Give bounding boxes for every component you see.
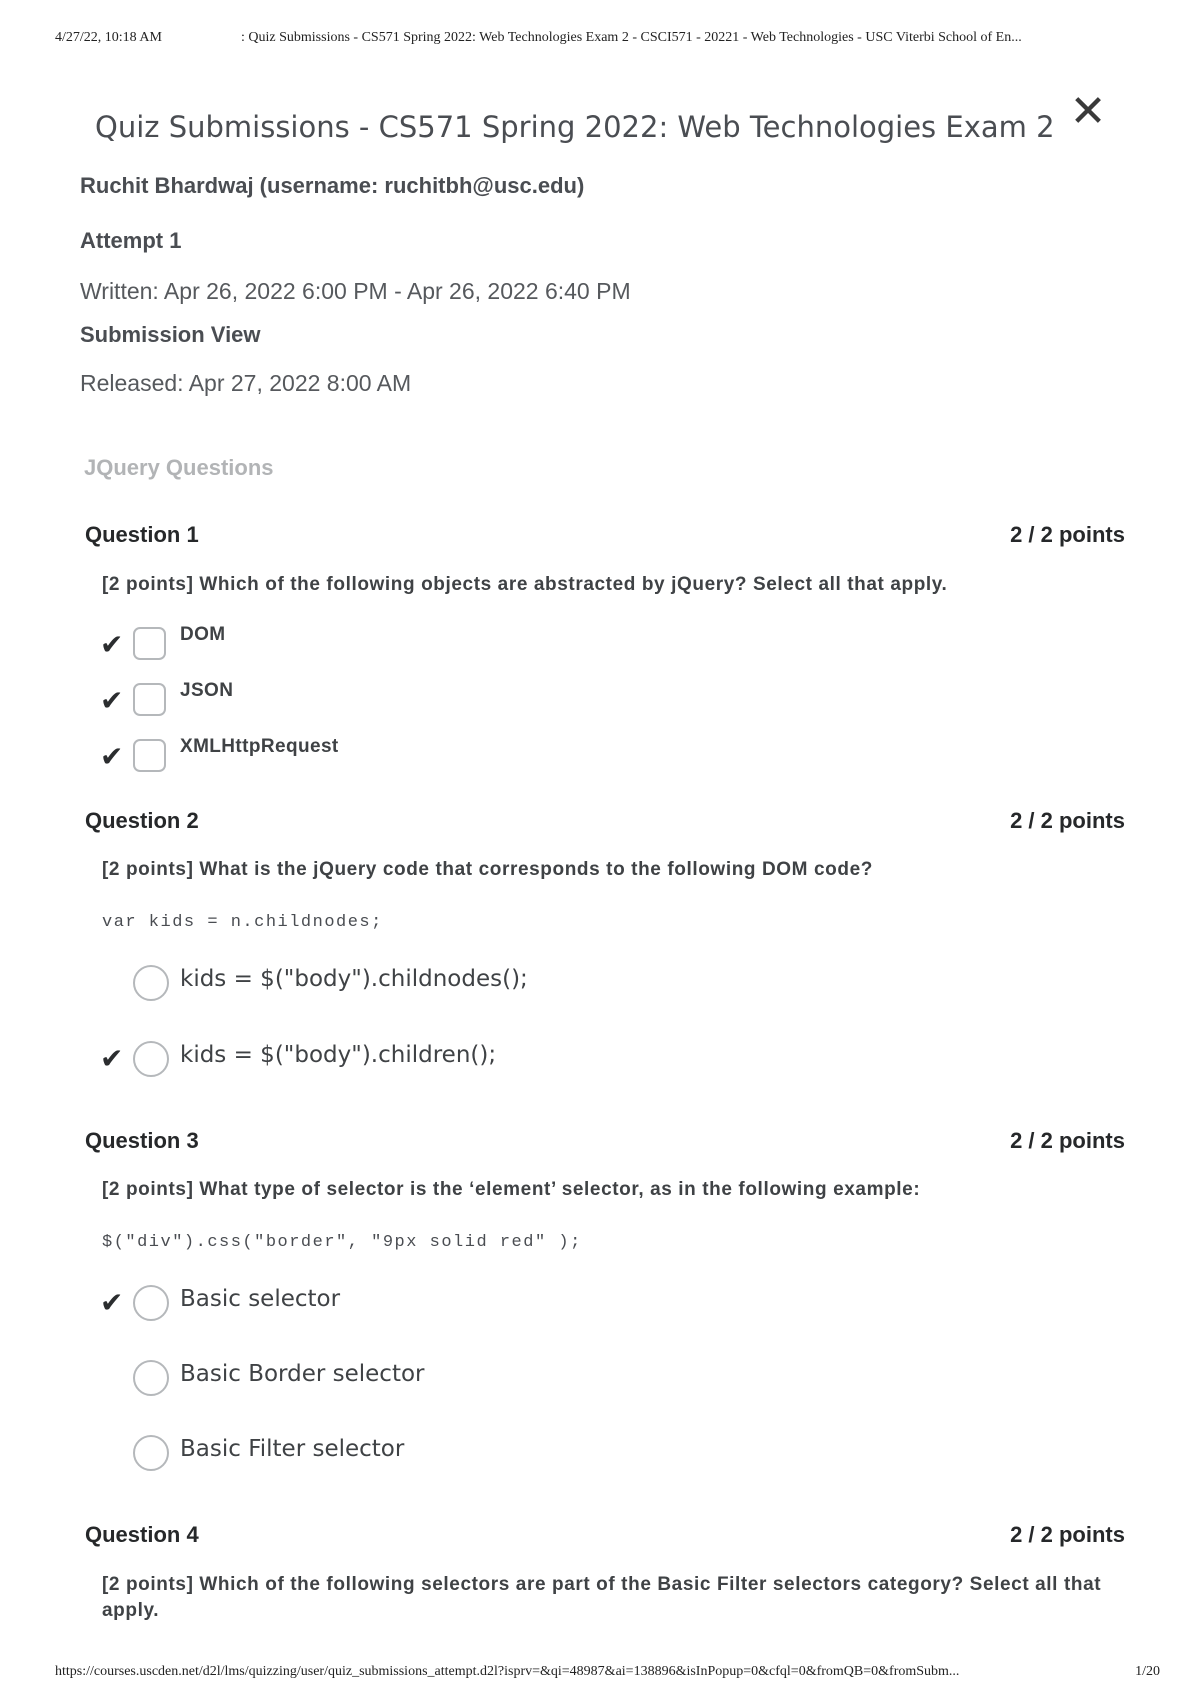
radio-button[interactable]	[133, 1285, 169, 1321]
option-label: XMLHttpRequest	[180, 736, 339, 757]
option-label: kids = $("body").childnodes();	[180, 966, 528, 992]
print-url: https://courses.uscden.net/d2l/lms/quizzing/user/quiz_submissions_attempt.d2l?isprv=&qi=48987&ai=138896&isInPopup=0&cfql=0&fromQB=0&fromSubm...	[55, 1664, 960, 1679]
option-label: Basic Border selector	[180, 1361, 425, 1387]
option-label: Basic Filter selector	[180, 1436, 405, 1462]
option-label: Basic selector	[180, 1286, 341, 1312]
page-number: 1/20	[1135, 1664, 1160, 1679]
answer-option	[100, 736, 1000, 776]
answer-option	[100, 1038, 1000, 1078]
section-title: JQuery Questions	[84, 455, 274, 480]
written-time: Written: Apr 26, 2022 6:00 PM - Apr 26, 2022 6:40 PM	[80, 278, 631, 304]
question-text: [2 points] Which of the following selectors are part of the Basic Filter selectors category? Select all that apply.	[102, 1574, 1102, 1621]
released-time: Released: Apr 27, 2022 8:00 AM	[80, 370, 412, 396]
answer-option	[100, 1432, 1000, 1472]
print-page-title: : Quiz Submissions - CS571 Spring 2022: Web Technologies Exam 2 - CSCI571 - 20221 - Web Technologies - USC Viterbi School of En...	[241, 30, 1022, 45]
question-points: 2 / 2 points	[1010, 1128, 1125, 1153]
radio-button[interactable]	[133, 1435, 169, 1471]
question-heading: Question 1	[85, 522, 199, 547]
question-text: [2 points] What type of selector is the ‘element’ selector, as in the following example:	[102, 1179, 921, 1200]
close-icon[interactable]: ✕	[1069, 86, 1107, 137]
checkmark-icon: ✔	[100, 1042, 124, 1075]
answer-option	[100, 1357, 1000, 1397]
checkmark-icon: ✔	[100, 684, 124, 717]
question-text: [2 points] Which of the following objects are abstracted by jQuery? Select all that apply.	[102, 574, 948, 595]
question-points: 2 / 2 points	[1010, 1522, 1125, 1547]
page-title: Quiz Submissions - CS571 Spring 2022: Web Technologies Exam 2	[95, 110, 1055, 144]
print-date: 4/27/22, 10:18 AM	[55, 30, 162, 45]
checkmark-icon: ✔	[100, 1286, 124, 1319]
answer-option	[100, 680, 1000, 720]
option-label: DOM	[180, 624, 226, 645]
question-text: [2 points] What is the jQuery code that corresponds to the following DOM code?	[102, 859, 873, 880]
submission-view-label: Submission View	[80, 322, 261, 347]
question-points: 2 / 2 points	[1010, 522, 1125, 547]
code-snippet: $("div").css("border", "9px solid red" );	[102, 1233, 582, 1252]
option-label: kids = $("body").children();	[180, 1042, 497, 1068]
checkbox[interactable]	[133, 627, 166, 660]
radio-button[interactable]	[133, 965, 169, 1001]
checkbox[interactable]	[133, 739, 166, 772]
attempt-label: Attempt 1	[80, 228, 182, 253]
code-snippet: var kids = n.childnodes;	[102, 913, 383, 932]
question-points: 2 / 2 points	[1010, 808, 1125, 833]
user-info: Ruchit Bhardwaj (username: ruchitbh@usc.edu)	[80, 173, 585, 198]
checkmark-icon: ✔	[100, 628, 124, 661]
answer-option	[100, 624, 1000, 664]
answer-option	[100, 1282, 1000, 1322]
radio-button[interactable]	[133, 1360, 169, 1396]
answer-option	[100, 962, 1000, 1002]
question-heading: Question 3	[85, 1128, 199, 1153]
question-heading: Question 4	[85, 1522, 199, 1547]
question-heading: Question 2	[85, 808, 199, 833]
checkmark-icon: ✔	[100, 740, 124, 773]
option-label: JSON	[180, 680, 234, 701]
checkbox[interactable]	[133, 683, 166, 716]
radio-button[interactable]	[133, 1041, 169, 1077]
